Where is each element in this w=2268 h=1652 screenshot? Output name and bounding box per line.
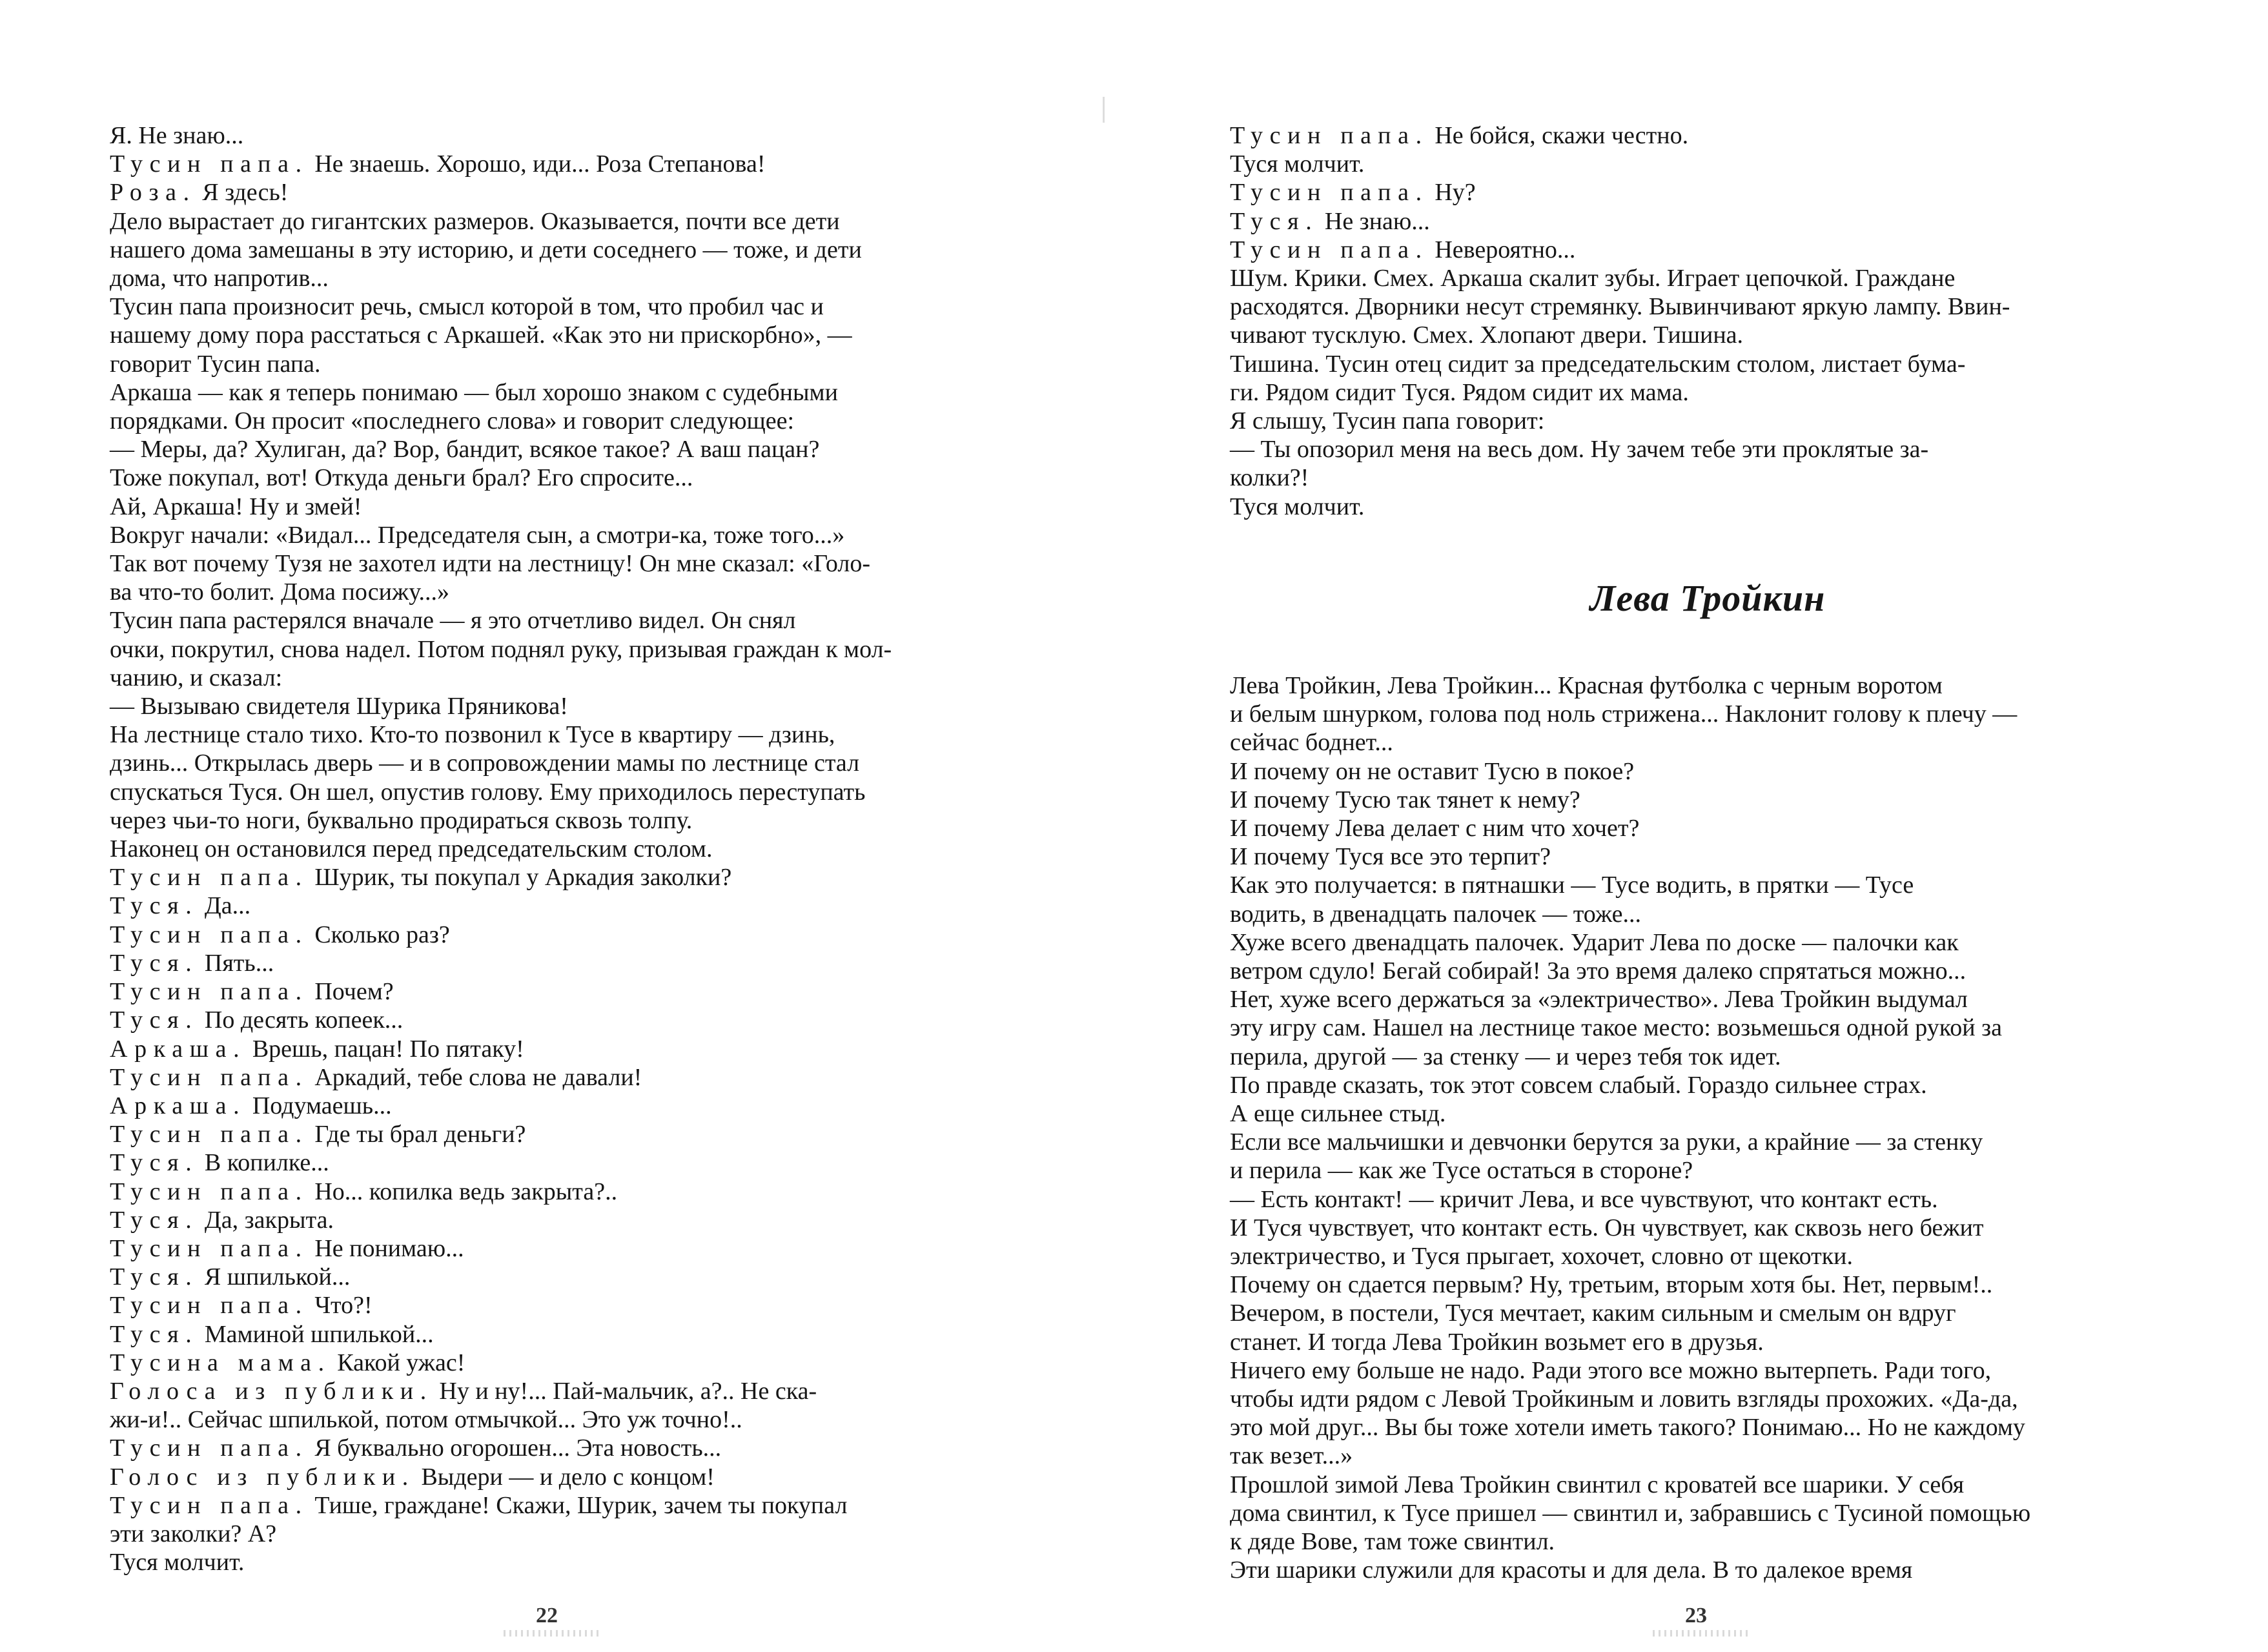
speaker-name: Тусин папа.	[110, 1121, 309, 1148]
line-text: Что?!	[308, 1292, 373, 1320]
line-text: Нет, хуже всего держаться за «электричество». Лева Тройкин выдумал	[1230, 986, 1968, 1014]
line-text: Если все мальчишки и девчонки берутся за руки, а крайние — за стенку	[1230, 1128, 1983, 1156]
line-text: Маминой шпилькой...	[198, 1320, 434, 1348]
speaker-name: Тусин папа.	[110, 978, 309, 1006]
text-line	[1230, 842, 2185, 871]
line-text: Я буквально огорошен... Эта новость...	[308, 1434, 722, 1462]
text-line	[110, 1377, 1043, 1405]
line-text: Прошлой зимой Лева Тройкин свинтил с кроватей все шарики. У себя	[1230, 1471, 1965, 1498]
line-text: И почему Лева делает с ним что хочет?	[1230, 815, 1640, 842]
line-text: Почему он сдается первым? Ну, третьим, вторым хотя бы. Нет, первым!..	[1230, 1271, 1993, 1299]
text-line	[1230, 292, 2185, 321]
text-line	[1230, 207, 2185, 236]
line-text: Да...	[198, 892, 251, 920]
text-line	[1230, 957, 2185, 985]
text-line	[110, 1148, 1043, 1177]
text-line	[1230, 464, 2185, 492]
line-text: колки?!	[1230, 464, 1309, 492]
page-number-right: 23	[1685, 1604, 1707, 1627]
speaker-name: Туся.	[110, 949, 199, 977]
text-line	[1230, 435, 2185, 464]
line-text: Не бойся, скажи честно.	[1428, 122, 1689, 149]
line-text: водить, в двенадцать палочек — тоже...	[1230, 900, 1641, 928]
line-text: Аркаша — как я теперь понимаю — был хорошо знаком с судебными	[110, 378, 838, 406]
text-line	[1230, 1043, 2185, 1071]
page-ornament-left	[504, 1630, 600, 1637]
line-text: И почему он не оставит Тусю в покое?	[1230, 757, 1635, 785]
line-text: Я здесь!	[196, 179, 289, 207]
line-text: через чьи-то ноги, буквально продираться сквозь толпу.	[110, 806, 693, 834]
text-line	[1230, 1270, 2185, 1299]
line-text: Дело вырастает до гигантских размеров. Оказывается, почти все дети	[110, 207, 840, 235]
text-line	[110, 464, 1043, 492]
text-line	[1230, 1071, 2185, 1099]
line-text: Эти шарики служили для красоты и для дела. В то далекое время	[1230, 1556, 1913, 1584]
text-line	[1230, 350, 2185, 378]
text-line	[1230, 1156, 2185, 1185]
line-text: Я. Не знаю...	[110, 122, 244, 149]
line-text: чивают тусклую. Смех. Хлопают двери. Тишина.	[1230, 321, 1744, 349]
text-line	[1230, 407, 2185, 435]
line-text: Вокруг начали: «Видал... Председателя сын, а смотри-ка, тоже того...»	[110, 521, 845, 549]
line-text: говорит Тусин папа.	[110, 350, 321, 378]
text-line	[1230, 1527, 2185, 1556]
text-line	[1230, 121, 2185, 150]
text-line	[1230, 1471, 2185, 1499]
text-line	[1230, 814, 2185, 842]
text-line	[110, 664, 1043, 692]
line-text: Так вот почему Тузя не захотел идти на лестницу! Он мне сказал: «Голо-	[110, 550, 870, 578]
text-line	[1230, 1185, 2185, 1214]
text-line	[110, 977, 1043, 1006]
speaker-name: Тусин папа.	[110, 1292, 309, 1320]
left-page-text	[110, 121, 1043, 1576]
speaker-name: Тусин папа.	[110, 921, 309, 948]
text-line	[110, 1320, 1043, 1349]
speaker-name: Голоса из публики.	[110, 1377, 433, 1405]
speaker-name: Туся.	[110, 1006, 199, 1034]
speaker-name: Роза.	[110, 179, 196, 207]
line-text: Ничего ему больше не надо. Ради этого все можно вытерпеть. Ради того,	[1230, 1356, 1992, 1384]
text-line	[110, 1035, 1043, 1063]
line-text: Невероятно...	[1428, 236, 1576, 263]
text-line	[1230, 264, 2185, 292]
line-text: Подумаешь...	[246, 1092, 392, 1119]
line-text: Туся молчит.	[110, 1549, 245, 1576]
line-text: Какой ужас!	[331, 1349, 465, 1376]
line-text: Как это получается: в пятнашки — Тусе водить, в прятки — Тусе	[1230, 872, 1914, 899]
line-text: Не знаешь. Хорошо, иди... Роза Степанова!	[308, 150, 766, 178]
text-line	[110, 949, 1043, 977]
text-line	[110, 1463, 1043, 1491]
line-text: дома, что напротив...	[110, 265, 329, 292]
text-line	[110, 236, 1043, 264]
text-line	[110, 1206, 1043, 1234]
text-line	[110, 1405, 1043, 1434]
line-text: порядками. Он просит «последнего слова» и говорит следующее:	[110, 407, 795, 435]
line-text: чтобы идти рядом с Левой Тройкиным и ловить взгляды прохожих. «Да-да,	[1230, 1385, 2018, 1413]
line-text: Шурик, ты покупал у Аркадия заколки?	[308, 864, 732, 892]
speaker-name: Тусин папа.	[110, 1491, 309, 1519]
text-line	[1230, 1099, 2185, 1128]
text-line	[1230, 700, 2185, 728]
line-text: — Ты опозорил меня на весь дом. Ну зачем тебе эти проклятые за-	[1230, 436, 1929, 464]
text-line	[110, 635, 1043, 664]
speaker-name: Голос из публики.	[110, 1463, 415, 1491]
line-text: эту игру сам. Нашел на лестнице такое место: возьмешься одной рукой за	[1230, 1014, 2003, 1042]
line-text: ги. Рядом сидит Туся. Рядом сидит их мама.	[1230, 378, 1689, 406]
line-text: нашего дома замешаны в эту историю, и дети соседнего — тоже, и дети	[110, 236, 862, 263]
right-page-text-top	[1230, 121, 2185, 521]
line-text: эти заколки? А?	[110, 1520, 277, 1547]
text-line	[110, 778, 1043, 806]
line-text: — Вызываю свидетеля Шурика Пряникова!	[110, 693, 568, 720]
text-line	[110, 207, 1043, 236]
line-text: Тишина. Тусин отец сидит за председательским столом, листает бума-	[1230, 350, 1966, 378]
text-line	[1230, 493, 2185, 521]
text-line	[110, 121, 1043, 150]
text-line	[110, 1491, 1043, 1520]
line-text: Но... копилка ведь закрыта?..	[308, 1178, 618, 1205]
line-text: А еще сильнее стыд.	[1230, 1100, 1446, 1128]
line-text: ва что-то болит. Дома посижу...»	[110, 578, 449, 606]
text-line	[110, 806, 1043, 835]
text-line	[1230, 728, 2185, 757]
speaker-name: Тусин папа.	[110, 1234, 309, 1262]
text-line	[1230, 1214, 2185, 1242]
text-line	[1230, 671, 2185, 700]
right-page-text-bottom	[1230, 671, 2185, 1585]
text-line	[110, 749, 1043, 777]
speaker-name: Тусин папа.	[1230, 122, 1429, 149]
line-text: Пять...	[198, 949, 274, 977]
line-text: к дяде Вове, там тоже свинтил.	[1230, 1528, 1555, 1556]
line-text: Ай, Аркаша! Ну и змей!	[110, 493, 362, 520]
line-text: И почему Туся все это терпит?	[1230, 843, 1551, 871]
line-text: Да, закрыта.	[198, 1206, 334, 1234]
text-line	[110, 1263, 1043, 1291]
text-line	[110, 264, 1043, 292]
line-text: нашему дому пора расстаться с Аркашей. «Как это ни прискорбно», —	[110, 321, 852, 349]
text-line	[1230, 1499, 2185, 1527]
speaker-name: Туся.	[110, 892, 199, 920]
line-text: Аркадий, тебе слова не давали!	[308, 1063, 642, 1091]
text-line	[1230, 757, 2185, 786]
line-text: ветром сдуло! Бегай собирай! За это время далеко спрятаться можно...	[1230, 957, 1967, 985]
line-text: Туся молчит.	[1230, 493, 1365, 520]
gutter-mark	[1103, 97, 1105, 123]
text-line	[110, 892, 1043, 920]
speaker-name: Туся.	[110, 1206, 199, 1234]
text-line	[110, 1291, 1043, 1320]
text-line	[110, 1434, 1043, 1462]
line-text: Хуже всего двенадцать палочек. Ударит Лева по доске — палочки как	[1230, 928, 1959, 956]
text-line	[110, 350, 1043, 378]
text-line	[110, 407, 1043, 435]
text-line	[110, 549, 1043, 578]
line-text: И Туся чувствует, что контакт есть. Он чувствует, как сквозь него бежит	[1230, 1214, 1984, 1241]
text-line	[110, 150, 1043, 178]
text-line	[110, 692, 1043, 720]
text-line	[110, 435, 1043, 464]
text-line	[1230, 1328, 2185, 1356]
line-text: и перила — как же Тусе остаться в стороне?	[1230, 1157, 1693, 1185]
text-line	[110, 1120, 1043, 1148]
line-text: — Меры, да? Хулиган, да? Вор, бандит, всякое такое? А ваш пацан?	[110, 436, 820, 464]
text-line	[110, 921, 1043, 949]
line-text: В копилке...	[198, 1149, 329, 1177]
line-text: Я слышу, Тусин папа говорит:	[1230, 407, 1545, 435]
text-line	[1230, 1556, 2185, 1584]
line-text: Тоже покупал, вот! Откуда деньги брал? Его спросите...	[110, 464, 693, 492]
text-line	[1230, 321, 2185, 349]
line-text: и белым шнурком, голова под ноль стрижена... Наклонит голову к плечу —	[1230, 700, 2018, 728]
text-line	[110, 493, 1043, 521]
line-text: расходятся. Дворники несут стремянку. Вывинчивают яркую лампу. Ввин-	[1230, 293, 2010, 321]
line-text: Шум. Крики. Смех. Аркаша скалит зубы. Играет цепочкой. Граждане	[1230, 265, 1956, 292]
line-text: Тусин папа растерялся вначале — я это отчетливо видел. Он снял	[110, 607, 796, 635]
line-text: Не знаю...	[1318, 207, 1430, 235]
speaker-name: Тусин папа.	[1230, 179, 1429, 207]
text-line	[1230, 900, 2185, 928]
text-line	[1230, 928, 2185, 957]
line-text: Туся молчит.	[1230, 150, 1365, 178]
text-line	[1230, 985, 2185, 1014]
text-line	[1230, 871, 2185, 899]
line-text: Вечером, в постели, Туся мечтает, каким сильным и смелым он вдруг	[1230, 1300, 1956, 1327]
text-line	[1230, 1299, 2185, 1327]
text-line	[110, 178, 1043, 207]
page-number-left: 22	[536, 1604, 558, 1627]
text-line	[110, 720, 1043, 749]
text-line	[1230, 1385, 2185, 1413]
line-text: — Есть контакт! — кричит Лева, и все чувствуют, что контакт есть.	[1230, 1185, 1938, 1213]
line-text: Ну?	[1428, 179, 1476, 207]
text-line	[110, 606, 1043, 635]
text-line	[1230, 1242, 2185, 1270]
text-line	[1230, 1128, 2185, 1156]
text-line	[1230, 236, 2185, 264]
left-page	[110, 0, 1043, 1652]
line-text: И почему Тусю так тянет к нему?	[1230, 786, 1580, 813]
text-line	[110, 521, 1043, 549]
speaker-name: Туся.	[110, 1320, 199, 1348]
speaker-name: Туся.	[110, 1149, 199, 1177]
text-line	[110, 1006, 1043, 1034]
speaker-name: Тусин папа.	[110, 1178, 309, 1205]
line-text: На лестнице стало тихо. Кто-то позвонил к Тусе в квартиру — дзинь,	[110, 721, 835, 749]
speaker-name: Тусина мама.	[110, 1349, 331, 1376]
line-text: очки, покрутил, снова надел. Потом поднял руку, призывая граждан к мол-	[110, 635, 892, 663]
line-text: Я шпилькой...	[198, 1263, 351, 1291]
line-text: Тусин папа произносит речь, смысл которой в том, что пробил час и	[110, 293, 824, 321]
text-line	[1230, 1356, 2185, 1385]
text-line	[1230, 1442, 2185, 1470]
right-page	[1230, 0, 2185, 1652]
line-text: Ну и ну!... Пай-мальчик, а?.. Не ска-	[433, 1377, 817, 1405]
text-line	[110, 321, 1043, 349]
text-line	[110, 578, 1043, 606]
line-text: дзинь... Открылась дверь — и в сопровождении мамы по лестнице стал	[110, 750, 860, 777]
speaker-name: Туся.	[1230, 207, 1319, 235]
speaker-name: Аркаша.	[110, 1035, 247, 1063]
text-line	[110, 1520, 1043, 1548]
text-line	[110, 292, 1043, 321]
line-text: Тише, граждане! Скажи, Шурик, зачем ты покупал	[308, 1491, 848, 1519]
line-text: Где ты брал деньги?	[308, 1121, 526, 1148]
line-text: перила, другой — за стенку — и через тебя ток идет.	[1230, 1043, 1781, 1070]
line-text: Врешь, пацан! По пятаку!	[246, 1035, 524, 1063]
line-text: электричество, и Туся прыгает, хохочет, словно от щекотки.	[1230, 1243, 1854, 1270]
line-text: так везет...»	[1230, 1442, 1353, 1470]
line-text: спускаться Туся. Он шел, опустив голову. Ему приходилось переступать	[110, 778, 866, 806]
speaker-name: Тусин папа.	[110, 150, 309, 178]
speaker-name: Тусин папа.	[110, 864, 309, 892]
text-line	[110, 1063, 1043, 1092]
speaker-name: Аркаша.	[110, 1092, 247, 1119]
text-line	[110, 863, 1043, 892]
line-text: Почем?	[308, 978, 394, 1006]
text-line	[1230, 786, 2185, 814]
line-text: это мой друг... Вы бы тоже хотели иметь такого? Понимаю... Но не каждому	[1230, 1414, 2025, 1442]
text-line	[110, 378, 1043, 407]
text-line	[1230, 150, 2185, 178]
line-text: Выдери — и дело с концом!	[414, 1463, 715, 1491]
line-text: По десять копеек...	[198, 1006, 404, 1034]
speaker-name: Туся.	[110, 1263, 199, 1291]
text-line	[1230, 378, 2185, 407]
speaker-name: Тусин папа.	[1230, 236, 1429, 263]
text-line	[1230, 178, 2185, 207]
line-text: Лева Тройкин, Лева Тройкин... Красная футболка с черным воротом	[1230, 672, 1943, 699]
line-text: Не понимаю...	[308, 1234, 464, 1262]
chapter-title: Лева Тройкин	[1589, 577, 1826, 619]
line-text: станет. И тогда Лева Тройкин возьмет его в друзья.	[1230, 1328, 1764, 1356]
text-line	[110, 1349, 1043, 1377]
text-line	[110, 835, 1043, 863]
text-line	[110, 1092, 1043, 1120]
line-text: Сколько раз?	[308, 921, 450, 948]
line-text: По правде сказать, ток этот совсем слабый. Гораздо сильнее страх.	[1230, 1071, 1927, 1099]
speaker-name: Тусин папа.	[110, 1063, 309, 1091]
speaker-name: Тусин папа.	[110, 1434, 309, 1462]
line-text: жи-и!.. Сейчас шпилькой, потом отмычкой... Это уж точно!..	[110, 1406, 742, 1434]
text-line	[110, 1548, 1043, 1576]
line-text: Наконец он остановился перед председательским столом.	[110, 835, 713, 863]
text-line	[110, 1234, 1043, 1263]
page-ornament-right	[1653, 1630, 1750, 1637]
text-line	[1230, 1014, 2185, 1042]
line-text: чанию, и сказал:	[110, 664, 283, 691]
line-text: дома свинтил, к Тусе пришел — свинтил и, забравшись с Тусиной помощью	[1230, 1499, 2031, 1527]
text-line	[110, 1178, 1043, 1206]
text-line	[1230, 1413, 2185, 1442]
line-text: сейчас боднет...	[1230, 729, 1393, 757]
